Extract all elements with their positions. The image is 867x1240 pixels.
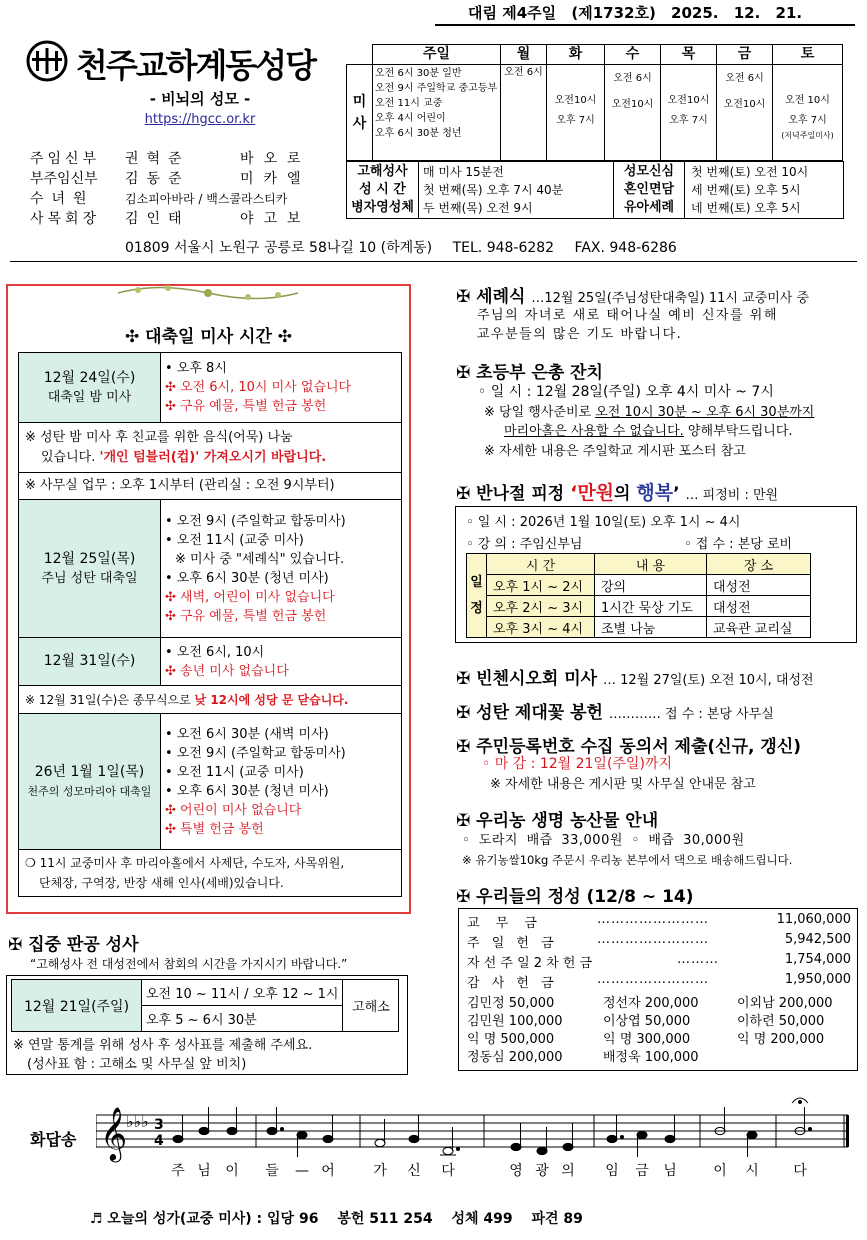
lyric-syllable: 광 bbox=[535, 1163, 549, 1179]
farm-note: ※ 유기농쌀10kg 주문시 우리농 본부에서 댁으로 배송해드립니다. bbox=[462, 853, 793, 867]
vincent-heading bbox=[456, 664, 814, 689]
eve-line: • 오후 8시 bbox=[165, 361, 227, 376]
donor: 익 명 500,000 bbox=[467, 1032, 555, 1047]
retreat-cell: 강의 bbox=[595, 575, 707, 596]
hymn-offertory: 봉헌 511 254 bbox=[337, 1211, 433, 1227]
issue-year: 2025. bbox=[671, 4, 719, 22]
mass-line: ✣ 특별 헌금 봉헌 bbox=[165, 821, 264, 837]
resident-note: ※ 자세한 내용은 게시판 및 사무실 안내문 참고 bbox=[490, 777, 756, 792]
svg-text:3: 3 bbox=[154, 1117, 164, 1133]
party-note-part: 양해부탁드립니다. bbox=[683, 424, 793, 439]
retreat-title: ‘만원 bbox=[570, 482, 615, 504]
retreat-cell: 1시간 묵상 기도 bbox=[595, 596, 707, 617]
donor: 이하련 50,000 bbox=[737, 1014, 825, 1029]
mass-line: ※ 미사 중 "세례식" 있습니다. bbox=[175, 551, 345, 567]
resident-deadline: ◦ 마 감 : 12월 21일(주일)까지 bbox=[482, 756, 672, 772]
offering-kind: 자 선 주 일 2 차 헌 금 bbox=[467, 956, 593, 971]
retreat-title: ’ bbox=[673, 484, 680, 504]
offering-title: ✠ 우리들의 정성 (12/8 ~ 14) bbox=[456, 887, 694, 907]
christmas-schedule-table bbox=[18, 352, 402, 897]
sched-value: 두 번째(목) 오전 9시 bbox=[423, 201, 533, 215]
issue-month: 12. bbox=[733, 4, 761, 22]
donor: 배정욱 100,000 bbox=[603, 1050, 699, 1065]
issue-sunday: 대림 제4주일 bbox=[468, 4, 557, 22]
lyric-syllable: 신 bbox=[407, 1163, 421, 1179]
thu-mass: 오후 7시 bbox=[669, 115, 708, 126]
svg-text:♭♭♭: ♭♭♭ bbox=[126, 1112, 149, 1131]
wed-mass: 오전10시 bbox=[611, 99, 654, 110]
tumbler-note: '개인 텀블러(컵)' 가져오시기 바랍니다. bbox=[99, 449, 327, 465]
retreat-table bbox=[466, 553, 811, 638]
hymn-dismissal: 파견 89 bbox=[531, 1211, 583, 1227]
hymn-communion: 성체 499 bbox=[451, 1211, 513, 1227]
parish-name: 천주교하계동성당 bbox=[76, 46, 316, 85]
sunday-mass: 오후 6시 30분 청년 bbox=[375, 128, 462, 139]
farm-products: ◦ 도라지 배즙 33,000원 ◦ 배즙 30,000원 bbox=[462, 833, 745, 848]
office-note: ※ 사무실 업무 : 오후 1시부터 (관리실 : 오전 9시부터) bbox=[25, 478, 335, 493]
offering-row: 주 일 헌 금 …………………… 5,942,500 bbox=[467, 932, 851, 951]
retreat-cell: 조별 나눔 bbox=[595, 617, 707, 638]
mass-line: • 오후 6시 30분 (청년 미사) bbox=[165, 783, 329, 799]
parish-logo-icon bbox=[26, 40, 68, 82]
sunday-mass: 오전 6시 30분 일반 bbox=[375, 68, 462, 79]
greeting-note: ❍ 11시 교중미사 후 마리아홀에서 사제단, 수도자, 사목위원, bbox=[25, 856, 345, 870]
retreat-col-header: 내 용 bbox=[595, 554, 707, 575]
note-line: 있습니다. bbox=[41, 449, 100, 465]
offering-amount: 5,942,500 bbox=[784, 932, 851, 947]
party-title: ✠ 초등부 은총 잔치 bbox=[456, 363, 603, 383]
closing-note: ※ 12월 31일(수)은 종무식으로 bbox=[25, 692, 195, 707]
sched-value: 첫 번째(목) 오후 7시 40분 bbox=[423, 183, 564, 197]
resident-title: ✠ 주민등록번호 수집 동의서 제출(신규, 갱신) bbox=[456, 737, 802, 757]
offering-box bbox=[458, 908, 858, 1071]
mass-line: ✣ 어린이 미사 없습니다 bbox=[165, 802, 302, 818]
lyric-syllable: 의 bbox=[561, 1163, 575, 1179]
sacrament-schedule bbox=[346, 161, 844, 219]
fri-mass: 오전10시 bbox=[723, 99, 766, 110]
confession-table bbox=[11, 979, 399, 1032]
newyear-name: 천주의 성모마리아 대축일 bbox=[27, 784, 152, 798]
retreat-registration: ◦ 접 수 : 본당 로비 bbox=[684, 537, 793, 552]
christmas-mass-box bbox=[6, 284, 411, 914]
mass-line: • 오전 9시 (주일학교 합동미사) bbox=[165, 745, 346, 761]
issue-day: 21. bbox=[775, 4, 803, 22]
christmas-title: ✣ 대축일 미사 시간 ✣ bbox=[124, 327, 293, 347]
wed-mass: 오전 6시 bbox=[613, 73, 652, 84]
offering-row: 자 선 주 일 2 차 헌 금 ……… 1,754,000 bbox=[467, 952, 851, 971]
sched-label: 고해성사 bbox=[357, 164, 408, 179]
baptism-line: 교우분들의 많은 기도 바랍니다. bbox=[477, 327, 683, 342]
eve-day-cell bbox=[19, 353, 161, 423]
donor-list bbox=[467, 995, 851, 1067]
donor: 정선자 200,000 bbox=[603, 996, 699, 1011]
sched-label: 유아세례 bbox=[623, 200, 675, 215]
baptism-title: ✠ 세례식 bbox=[456, 287, 526, 307]
mon-mass: 오전 6시 bbox=[504, 67, 543, 78]
donor: 정동심 200,000 bbox=[467, 1050, 563, 1065]
header-rule bbox=[435, 24, 855, 26]
mass-line: • 오후 6시 30분 (청년 미사) bbox=[165, 570, 329, 586]
staff-row: 사목회장 김인태 야고보 bbox=[30, 211, 311, 227]
lyric-syllable: 어 bbox=[321, 1163, 335, 1179]
lyric-syllable: 님 bbox=[197, 1163, 211, 1179]
issue-line bbox=[468, 2, 812, 23]
party-date: ◦ 일 시 : 12월 28일(주일) 오후 4시 미사 ~ 7시 bbox=[478, 384, 774, 400]
music-staff-icon bbox=[96, 1095, 852, 1185]
confession-time: 오후 5 ~ 6시 30분 bbox=[142, 1006, 343, 1032]
retreat-cell: 대성전 bbox=[707, 575, 811, 596]
lyric-syllable: 시 bbox=[745, 1163, 759, 1179]
issue-number: (제1732호) bbox=[571, 4, 656, 22]
hymn-line bbox=[90, 1208, 597, 1228]
staff-row: 부주임신부 김동준 미카엘 bbox=[30, 171, 311, 187]
sunday-mass: 오전 9시 주일학교 중고등부 bbox=[375, 83, 498, 94]
flowers-title: ✠ 성탄 제대꽃 봉헌 bbox=[456, 703, 603, 723]
sunday-mass: 오후 4시 어린이 bbox=[375, 113, 446, 124]
hymn-entrance: ♬ 오늘의 성가(교중 미사) : 입당 96 bbox=[90, 1211, 319, 1227]
confession-time: 오전 10 ~ 11시 / 오후 12 ~ 1시 bbox=[142, 980, 343, 1006]
farm-title: ✠ 우리농 생명 농산물 안내 bbox=[456, 811, 659, 831]
dec31-date: 12월 31일(수) bbox=[43, 653, 136, 669]
retreat-box bbox=[455, 506, 857, 643]
vincent-title: ✠ 빈첸시오회 미사 bbox=[456, 669, 598, 689]
offering-kind: 주 일 헌 금 bbox=[467, 936, 558, 951]
christmas-name: 주님 성탄 대축일 bbox=[41, 570, 138, 586]
lyric-syllable: 주 bbox=[171, 1163, 185, 1179]
note-line: ※ 성탄 밤 미사 후 친교를 위한 음식(어묵) 나눔 bbox=[25, 429, 293, 445]
party-note-part: 오전 10시 30분 ~ 오후 6시 30분까지 bbox=[595, 405, 815, 420]
lyric-syllable: 임 bbox=[605, 1163, 619, 1179]
offering-row: 교 무 금 …………………… 11,060,000 bbox=[467, 912, 851, 931]
lyric-syllable: 금 bbox=[635, 1163, 649, 1179]
sat-mass: 오후 7시 bbox=[788, 115, 827, 126]
day-header: 토 bbox=[773, 45, 843, 65]
mass-line: • 오전 11시 (교중 미사) bbox=[165, 764, 304, 780]
day-header: 목 bbox=[661, 45, 717, 65]
party-ref: ※ 자세한 내용은 주일학교 게시판 포스터 참고 bbox=[484, 444, 746, 459]
newyear-date: 26년 1월 1일(목) bbox=[34, 763, 145, 780]
mass-line: • 오전 6시, 10시 bbox=[165, 644, 265, 660]
sunday-mass: 오전 11시 교중 bbox=[375, 98, 443, 109]
day-header: 수 bbox=[605, 45, 661, 65]
party-note bbox=[504, 422, 793, 441]
fri-mass: 오전 6시 bbox=[725, 73, 764, 84]
flowers-heading bbox=[456, 698, 774, 723]
staff-row: 주임신부 권혁준 바오로 bbox=[30, 151, 311, 167]
vincent-meta: … 12월 27일(토) 오전 10시, 대성전 bbox=[602, 673, 814, 688]
mass-line: ✣ 송년 미사 없습니다 bbox=[165, 663, 289, 679]
retreat-cell: 교육관 교리실 bbox=[707, 617, 811, 638]
offering-kind: 감 사 헌 금 bbox=[467, 976, 558, 991]
eve-line: ✣ 오전 6시, 10시 미사 없습니다 bbox=[165, 380, 352, 395]
sched-value: 매 미사 15분전 bbox=[423, 165, 504, 179]
psalm-label: 화답송 bbox=[30, 1130, 77, 1149]
confession-box bbox=[6, 975, 408, 1075]
party-note-part: ※ 당일 행사준비로 bbox=[484, 405, 596, 420]
lyric-syllable: — bbox=[295, 1163, 309, 1179]
address: 01809 서울시 노원구 공릉로 58나길 10 (하계동) bbox=[125, 240, 433, 256]
party-note-part: 마리아홀은 사용할 수 없습니다. bbox=[504, 424, 684, 439]
day-header: 월 bbox=[501, 45, 547, 65]
baptism-meta: …12월 25일(주님성탄대축일) 11시 교중미사 중 bbox=[531, 291, 810, 306]
lyric-syllable: 들 bbox=[265, 1163, 279, 1179]
tue-mass: 오후 7시 bbox=[556, 115, 595, 126]
day-header: 주일 bbox=[373, 45, 501, 65]
day-header: 화 bbox=[547, 45, 605, 65]
offering-amount: 1,950,000 bbox=[784, 972, 851, 987]
retreat-when: ◦ 일 시 : 2026년 1월 10일(토) 오후 1시 ~ 4시 bbox=[466, 515, 741, 530]
offering-row: 감 사 헌 금 …………………… 1,950,000 bbox=[467, 972, 851, 991]
retreat-heading bbox=[456, 478, 778, 505]
retreat-cell: 대성전 bbox=[707, 596, 811, 617]
donor: 김민정 50,000 bbox=[467, 996, 555, 1011]
dec31-cell bbox=[19, 638, 161, 686]
confession-title: ✠ 집중 판공 성사 bbox=[8, 935, 139, 955]
retreat-cell: 오후 3시 ~ 4시 bbox=[487, 617, 595, 638]
lyric-syllable: 영 bbox=[509, 1163, 523, 1179]
divider bbox=[10, 261, 857, 262]
greeting-note: 단체장, 구역장, 반장 새해 인사(세배)있습니다. bbox=[39, 876, 284, 890]
mass-line: ✣ 새벽, 어린이 미사 없습니다 bbox=[165, 589, 335, 605]
mass-label: 미사 bbox=[347, 65, 373, 161]
donor: 김민원 100,000 bbox=[467, 1014, 563, 1029]
christmas-date: 12월 25일(목) bbox=[43, 550, 136, 567]
mass-line: • 오전 11시 (교중 미사) bbox=[165, 532, 304, 548]
retreat-col-header: 장 소 bbox=[707, 554, 811, 575]
lyric-syllable: 이 bbox=[225, 1163, 239, 1179]
lyric-syllable: 이 bbox=[713, 1163, 727, 1179]
mass-schedule-table bbox=[346, 44, 843, 161]
offering-kind: 교 무 금 bbox=[467, 916, 543, 931]
eve-date: 12월 24일(수) bbox=[43, 369, 136, 386]
svg-text:𝄞: 𝄞 bbox=[100, 1106, 128, 1160]
lyric-syllable: 다 bbox=[793, 1163, 807, 1179]
sat-mass-note: (저녁주일미사) bbox=[781, 131, 834, 140]
newyear-cell bbox=[19, 714, 161, 850]
sched-label: 혼인면담 bbox=[623, 182, 675, 197]
baptism-line: 주님의 자녀로 새로 태어나실 예비 신자를 위해 bbox=[477, 308, 778, 323]
lyric-syllable: 님 bbox=[663, 1163, 677, 1179]
sched-value: 첫 번째(토) 오전 10시 bbox=[691, 165, 809, 179]
eve-name: 대축일 밤 미사 bbox=[47, 389, 132, 405]
day-header: 금 bbox=[717, 45, 773, 65]
sched-label: 병자영성체 bbox=[351, 200, 414, 215]
sat-mass: 오전 10시 bbox=[785, 95, 830, 106]
sched-value: 세 번째(토) 오후 5시 bbox=[691, 183, 801, 197]
donor: 이외남 200,000 bbox=[737, 996, 833, 1011]
offering-amount: 1,754,000 bbox=[784, 952, 851, 967]
retreat-meta: … 피정비 : 만원 bbox=[685, 488, 779, 503]
parish-patron: - 비뇌의 성모 - bbox=[149, 90, 251, 108]
christmas-day-cell bbox=[19, 500, 161, 638]
sched-label: 성모신심 bbox=[623, 164, 675, 179]
retreat-side-label: 일정 bbox=[467, 554, 487, 638]
donor: 익 명 200,000 bbox=[737, 1032, 825, 1047]
parish-url-link[interactable]: https://hgcc.or.kr bbox=[144, 112, 256, 127]
lyric-syllable: 다 bbox=[441, 1163, 455, 1179]
flowers-meta: ………… 접 수 : 본당 사무실 bbox=[608, 707, 774, 722]
confession-place: 고해소 bbox=[343, 980, 399, 1032]
address-line bbox=[125, 237, 693, 257]
baptism-heading bbox=[456, 282, 809, 307]
confession-note: (성사표 함 : 고해소 및 사무실 앞 비치) bbox=[27, 1057, 247, 1072]
offering-amount: 11,060,000 bbox=[776, 912, 851, 927]
thu-mass: 오전10시 bbox=[667, 95, 710, 106]
baptism-text bbox=[477, 306, 778, 344]
retreat-title: 행복 bbox=[636, 482, 674, 504]
mass-line: ✣ 구유 예물, 특별 헌금 봉헌 bbox=[165, 608, 327, 624]
staff-row: 수녀원 김소피아바라 / 백스콜라스티카 bbox=[30, 191, 288, 207]
retreat-cell: 오후 1시 ~ 2시 bbox=[487, 575, 595, 596]
eve-line: ✣ 구유 예물, 특별 헌금 봉헌 bbox=[165, 399, 327, 414]
closing-note: 낮 12시에 성당 문 닫습니다. bbox=[194, 692, 349, 707]
floral-ornament-icon bbox=[108, 282, 308, 304]
lyric-syllable: 가 bbox=[373, 1163, 387, 1179]
svg-text:4: 4 bbox=[154, 1133, 164, 1149]
retreat-title: ✠ 반나절 피정 bbox=[456, 484, 571, 504]
mass-line: • 오전 6시 30분 (새벽 미사) bbox=[165, 726, 329, 742]
party-note bbox=[484, 403, 814, 422]
retreat-cell: 오후 2시 ~ 3시 bbox=[487, 596, 595, 617]
psalm-music bbox=[30, 1095, 852, 1185]
confession-date: 12월 21일(주일) bbox=[12, 980, 142, 1032]
confession-note: ※ 연말 통계를 위해 성사 후 성사표를 제출해 주세요. bbox=[13, 1038, 313, 1053]
mass-line: • 오전 9시 (주일학교 합동미사) bbox=[165, 513, 346, 529]
confession-note: “고해성사 전 대성전에서 참회의 시간을 가지시기 바랍니다.” bbox=[30, 957, 348, 971]
donor: 이상엽 50,000 bbox=[603, 1014, 691, 1029]
sched-label: 성 시 간 bbox=[359, 182, 406, 197]
retreat-lecture: ◦ 강 의 : 주임신부님 bbox=[466, 537, 583, 552]
sched-value: 네 번째(토) 오후 5시 bbox=[691, 201, 801, 215]
telephone: TEL. 948-6282 bbox=[452, 240, 555, 256]
retreat-title: 의 bbox=[614, 484, 637, 504]
tue-mass: 오전10시 bbox=[554, 95, 597, 106]
retreat-col-header: 시 간 bbox=[487, 554, 595, 575]
fax: FAX. 948-6286 bbox=[574, 240, 677, 256]
donor: 익 명 300,000 bbox=[603, 1032, 691, 1047]
